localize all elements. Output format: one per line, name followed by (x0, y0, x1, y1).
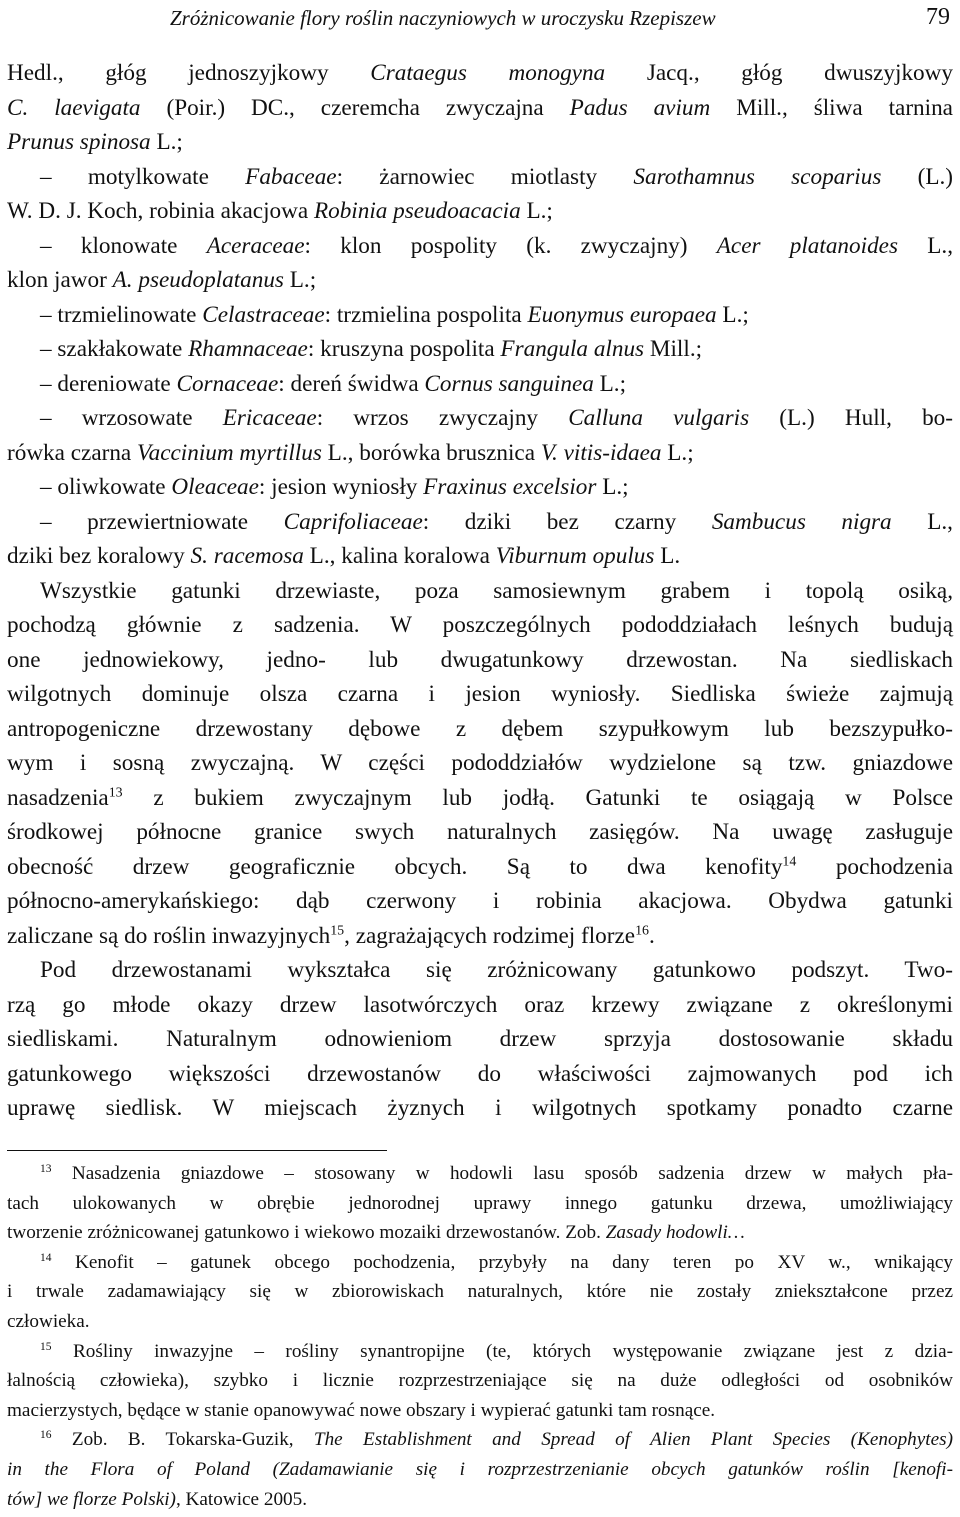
text-run: klon jawor (7, 267, 113, 293)
text-line (7, 1059, 953, 1089)
text-line (40, 369, 953, 399)
text-run: – oliwkowate (40, 474, 172, 500)
text-run: tach ulokowanych w obrębie jednorodnej uprawy innego gatunku drzewa, umożliwiający (7, 1192, 953, 1214)
text-run: – klonowate (40, 232, 207, 259)
italic-text: Viburnum opulus (495, 543, 655, 569)
italic-text: Fraxinus excelsior (423, 474, 597, 500)
text-run: tworzenie zróżnicowanej gatunkowo i wiekowo mozaiki drzewostanów. Zob. (7, 1222, 606, 1244)
italic-text: A. pseudoplatanus (112, 267, 284, 293)
text-line (7, 127, 953, 157)
text-run: L.; (716, 301, 749, 328)
text-line (40, 955, 953, 985)
italic-text: Sambucus nigra (711, 508, 892, 535)
footnote-line (40, 1340, 953, 1364)
text-run: – dereniowate (40, 370, 177, 397)
footnote-line (40, 1428, 953, 1452)
text-run: dziki bez koralowy (7, 543, 191, 569)
text-line (7, 679, 953, 709)
footnote-ref: 15 (330, 923, 345, 939)
text-run: L.; (661, 439, 694, 466)
text-line (7, 610, 953, 640)
text-run: (L.) (881, 163, 953, 190)
text-line (7, 852, 953, 882)
italic-text: Oleaceae (171, 474, 259, 500)
footnote-line (40, 1162, 953, 1186)
text-run: : dereń świdwa (278, 370, 425, 397)
italic-text: Robinia pseudoacacia (313, 198, 521, 224)
text-run: uprawę siedlisk. W miejscach żyznych i wilgotnych spotkamy ponadto czarne (7, 1095, 953, 1121)
italic-text: Euonymus europaea (527, 301, 717, 328)
text-run: L., (897, 232, 953, 259)
footnote-line (7, 1399, 953, 1423)
text-run: wym i sosną zwyczajną. W części pododdziałów wydzielone są tzw. gniazdowe (7, 750, 953, 776)
text-run: W. D. J. Koch, robinia akacjowa (7, 198, 314, 224)
page-number: 79 (926, 4, 950, 30)
text-run: L.; (283, 267, 317, 293)
text-run: : dziki bez czarny (422, 508, 712, 535)
text-run: : żarnowiec miotlasty (336, 163, 634, 190)
footnote-ref: 13 (40, 1163, 52, 1176)
footnote-separator (7, 1150, 387, 1151)
footnote-line (7, 1192, 953, 1216)
italic-text: Frangula alnus (500, 336, 645, 362)
text-run: L.; (150, 129, 183, 155)
text-run: L.; (593, 370, 627, 397)
text-line (7, 645, 953, 675)
text-run: rzą go młode okazy drzew lasotwórczych oraz krzewy związane z określonymi (7, 991, 953, 1018)
italic-text: Zasady hodowli… (605, 1222, 745, 1244)
text-line (7, 990, 953, 1020)
text-run: i trwale zadamawiający się w zbiorowiskach naturalnych, które nie zostały zniekształcone przez (7, 1281, 953, 1303)
text-line (40, 507, 953, 537)
text-run: macierzystych, będące w stanie opanowywać nowe obszary i wypierać gatunki tam rosnące. (7, 1399, 716, 1421)
text-run: Rośliny inwazyjne – rośliny synantropijne (te, których występowanie związane jest z dzia- (51, 1340, 953, 1362)
text-line (7, 438, 953, 468)
footnote-line (7, 1221, 953, 1245)
italic-text: Crataegus monogyna (370, 60, 606, 86)
text-run: L. (654, 543, 681, 569)
text-line (40, 300, 953, 330)
text-run: L., (891, 508, 953, 535)
text-run: pochodzą głównie z sadzenia. W poszczególnych pododdziałach leśnych budują (7, 612, 953, 638)
text-run: – szakłakowate (40, 336, 189, 362)
footnote-line (7, 1458, 953, 1482)
text-run: siedliskami. Naturalnym odnowieniom drzew sprzyja dostosowanie składu (7, 1026, 953, 1052)
text-line (40, 231, 953, 261)
italic-text: Calluna vulgaris (568, 405, 750, 431)
text-run: – przewiertniowate (40, 508, 284, 535)
italic-text: The Establishment and Spread of Alien Plant Species (Kenophytes) (313, 1429, 953, 1451)
italic-text: tów] we florze Polski) (7, 1488, 176, 1510)
italic-text: Fabaceae (245, 163, 337, 190)
footnote-ref: 16 (40, 1429, 52, 1442)
text-run: pochodzenia (796, 853, 953, 880)
text-run: antropogeniczne drzewostany dębowe z dębem szypułkowym lub bezszypułko- (7, 715, 953, 742)
italic-text: Ericaceae (222, 405, 317, 431)
italic-text: C. laevigata (7, 94, 141, 121)
footnote-line (7, 1280, 953, 1304)
text-line (7, 93, 953, 123)
italic-text: Padus avium (569, 94, 711, 121)
text-run: łalnością człowieka), szybko i licznie rozprzestrzeniające się na duże odległości od osobników (7, 1370, 953, 1392)
footnote-line (40, 1251, 953, 1275)
footnote-ref: 16 (635, 923, 649, 939)
text-line (7, 265, 953, 295)
text-run: , zagrażających rodzimej florze (344, 922, 636, 949)
footnote-ref: 15 (40, 1340, 52, 1353)
text-line (7, 817, 953, 847)
text-run: obecność drzew geograficznie obcych. Są to dwa kenofity (7, 853, 783, 880)
italic-text: Sarothamnus scoparius (633, 163, 882, 190)
footnote-ref: 14 (782, 854, 797, 870)
text-run: – trzmielinowate (40, 301, 203, 328)
text-run: – wrzosowate (40, 405, 223, 431)
text-run: człowieka. (7, 1311, 90, 1332)
text-run: L.; (596, 474, 629, 500)
footnote-ref: 14 (40, 1251, 52, 1264)
text-run: gatunkowego większości drzewostanów do właściwości zajmowanych pod ich (7, 1060, 953, 1087)
italic-text: Cornus sanguinea (424, 370, 594, 397)
italic-text: Celastraceae (202, 301, 325, 328)
text-run: : jesion wyniosły (258, 474, 424, 500)
text-line (7, 541, 953, 571)
text-run: Mill., śliwa tarnina (710, 94, 953, 121)
italic-text: S. racemosa (190, 543, 304, 569)
text-run: one jednowiekowy, jedno- lub dwugatunkowy drzewostan. Na siedliskach (7, 646, 953, 673)
text-line (40, 334, 953, 364)
text-run: : klon pospolity (k. zwyczajny) (304, 232, 717, 259)
text-run: rówka czarna (7, 439, 138, 466)
text-line (7, 1024, 953, 1054)
text-line (7, 886, 953, 916)
text-run: : kruszyna pospolita (307, 336, 501, 362)
text-line (40, 403, 953, 433)
running-header (0, 0, 960, 34)
text-line (40, 472, 953, 502)
running-title: Zróżnicowanie flory roślin naczyniowych w uroczysku Rzepiszew (170, 6, 716, 30)
text-line (7, 196, 953, 226)
text-run: Kenofit – gatunek obcego pochodzenia, przybyły na dany teren po XV w., wnikający (51, 1251, 953, 1273)
text-run: Zob. B. Tokarska-Guzik, (51, 1429, 314, 1451)
footnote-ref: 13 (108, 785, 123, 801)
text-line (7, 748, 953, 778)
text-run: Wszystkie gatunki drzewiaste, poza samosiewnym grabem i topolą osiką, (40, 577, 953, 604)
text-run: : wrzos zwyczajny (316, 405, 569, 431)
text-run: północno-amerykańskiego: dąb czerwony i robinia akacjowa. Obydwa gatunki (7, 888, 953, 914)
text-run: z bukiem zwyczajnym lub jodłą. Gatunki te osiągają w Polsce (122, 784, 953, 811)
italic-text: Caprifoliaceae (283, 508, 423, 535)
text-run: L., borówka brusznica (321, 439, 541, 466)
text-line (7, 783, 953, 813)
italic-text: Acer platanoides (716, 232, 898, 259)
footnote-line (7, 1310, 953, 1334)
text-line (40, 162, 953, 192)
text-line (7, 714, 953, 744)
footnote-line (7, 1488, 953, 1512)
text-line (40, 576, 953, 606)
text-run: Mill.; (644, 336, 703, 362)
text-line (7, 1093, 953, 1123)
text-run: Pod drzewostanami wykształca się zróżnicowany gatunkowo podszyt. Two- (40, 957, 953, 983)
text-line (7, 58, 953, 88)
text-run: Hedl., głóg jednoszyjkowy (7, 60, 371, 86)
italic-text: Prunus spinosa (7, 129, 151, 155)
text-run: (Poir.) DC., czeremcha zwyczajna (140, 94, 570, 121)
text-run: Nasadzenia gniazdowe – stosowany w hodowli lasu sposób sadzenia drzew w małych pła- (51, 1163, 953, 1184)
text-run: , Katowice 2005. (175, 1488, 308, 1510)
text-run: : trzmielina pospolita (324, 301, 528, 328)
italic-text: Aceraceae (206, 232, 305, 259)
text-run: zaliczane są do roślin inwazyjnych (7, 922, 331, 949)
italic-text: Vaccinium myrtillus (137, 439, 322, 466)
text-run: środkowej północne granice swych naturalnych zasięgów. Na uwagę zasługuje (7, 819, 953, 845)
text-run: L., kalina koralowa (303, 543, 496, 569)
text-run: L.; (520, 198, 553, 224)
footnote-line (7, 1369, 953, 1393)
italic-text: in the Flora of Poland (Zadamawianie się i rozprzestrzenianie obcych gatunków roślin [kenofi- (7, 1459, 953, 1480)
text-run: (L.) Hull, bo- (749, 405, 953, 431)
text-line (7, 921, 953, 951)
italic-text: Cornaceae (176, 370, 279, 397)
text-run: Jacq., głóg dwuszyjkowy (605, 60, 953, 86)
text-run: – motylkowate (40, 163, 246, 190)
italic-text: Rhamnaceae (188, 336, 308, 362)
text-run: wilgotnych dominuje olsza czarna i jesion wyniosły. Siedliska świeże zajmują (7, 681, 953, 707)
text-run: nasadzenia (7, 784, 109, 811)
italic-text: V. vitis-idaea (540, 439, 662, 466)
text-run: . (648, 922, 655, 949)
